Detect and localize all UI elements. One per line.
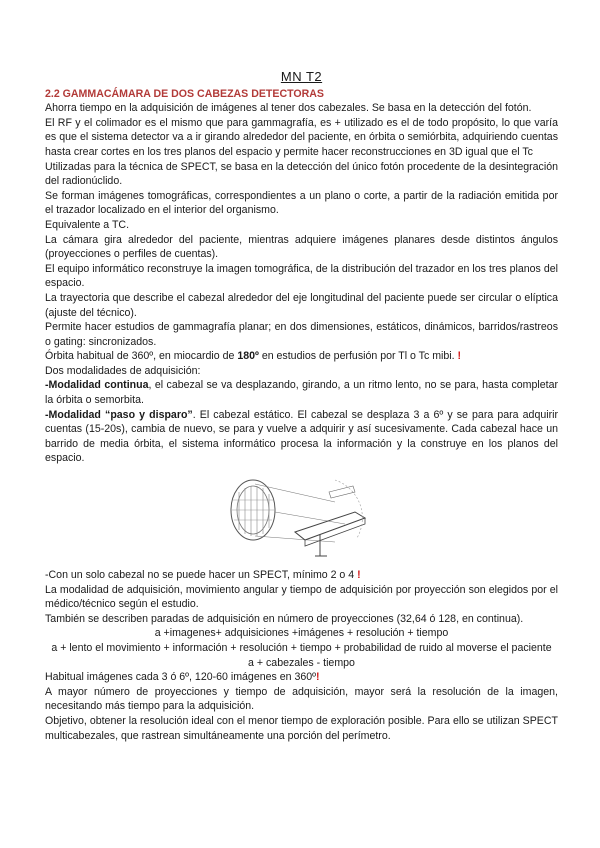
exclamation-mark-2: ! — [357, 569, 361, 582]
paragraph-9: Permite hacer estudios de gammagrafía planar; en dos dimensiones, estáticos, dinámicos, barridos/rastreos o gating: sincronizados. — [45, 321, 558, 348]
paragraph-6: La cámara gira alrededor del paciente, mientras adquiere imágenes planares desde distintos ángulos (proyecciones o perfiles de cuentas). — [45, 233, 558, 261]
p10-text-a: Órbita habitual de 360º, en miocardio de — [45, 350, 238, 363]
paragraph-1: Ahorra tiempo en la adquisición de imágenes al tener dos cabezales. Se basa en la detección del fotón. — [45, 102, 532, 115]
p14-text: -Con un solo cabezal no se puede hacer un SPECT, mínimo 2 o 4 — [45, 569, 358, 582]
paragraph-2: El RF y el colimador es el mismo que para gammagrafía, es + utilizado es el de todo propósito, lo que varía es que el sistema detector va a ir girando alrededor del paciente, en órbita o semiórbita, adquiriendo cuentas hasta crear cortes en los tres planos del espacio y permite hacer reconstrucciones en 3D igual que el Tc — [45, 116, 558, 158]
paragraph-11: Dos modalidades de adquisición: — [45, 364, 201, 377]
centered-line-3: a + cabezales - tiempo — [248, 656, 355, 669]
document-page — [45, 70, 558, 743]
p13-rest: . El cabezal estático. El cabezal se desplaza 3 a 6º y se para para adquirir cuentas (15-20s), cambia de nuevo, se para y vuelve a adquirir y así sucesivamente. Cada cabezal hace un barrido de media órbita, el sistema informático procesa la información y la construye en los planos del espacio. — [45, 408, 558, 465]
spect-gamma-camera-illustration — [225, 472, 375, 562]
paragraph-17 — [45, 670, 558, 685]
paragraph-16: También se describen paradas de adquisición en número de proyecciones (32,64 ó 128, en continua). — [45, 612, 524, 625]
p17-text: Habitual imágenes cada 3 ó 6º, 120-60 imágenes en 360º — [45, 671, 316, 684]
centered-line-1: a +imagenes+ adquisiciones +imágenes + resolución + tiempo — [154, 627, 449, 640]
p12-rest: , el cabezal se va desplazando, girando, a un ritmo lento, no se para, hasta completar la órbita o semorbita. — [45, 379, 558, 407]
p10-bold: 180º — [237, 350, 259, 363]
paragraph-7: El equipo informático reconstruye la imagen tomográfica, de la distribución del trazador en los tres planos del espacio. — [45, 262, 558, 290]
page-title: MN T2 — [280, 69, 323, 84]
p13-lead: -Modalidad “paso y disparo” — [45, 408, 193, 421]
paragraph-8: La trayectoria que describe el cabezal alrededor del eje longitudinal del paciente puede ser circular o elíptica (ajuste del técnico). — [45, 291, 558, 319]
section-heading: 2.2 GAMMACÁMARA DE DOS CABEZAS DETECTORAS — [45, 87, 324, 100]
paragraph-18: A mayor número de proyecciones y tiempo de adquisición, mayor será la resolución de la imagen, necesitando más tiempo para la adquisición. — [45, 685, 558, 713]
exclamation-mark-3: ! — [316, 671, 320, 684]
exclamation-mark-1: ! — [457, 350, 462, 363]
paragraph-3: Utilizadas para la técnica de SPECT, se basa en la detección del único fotón procedente de la desintegración del radionúclido. — [45, 160, 558, 188]
paragraph-19: Objetivo, obtener la resolución ideal con el menor tiempo de exploración posible. Para ello se utilizan SPECT multicabezales, que rastrean simultáneamente una porción del perímetro. — [45, 714, 558, 742]
paragraph-10 — [45, 349, 558, 364]
p12-lead: -Modalidad continua — [45, 379, 149, 392]
spect-diagram-figure — [45, 472, 558, 564]
paragraph-14 — [45, 568, 558, 583]
centered-line-2: a + lento el movimiento + información + resolución + tiempo + probabilidad de ruido al moverse el paciente — [51, 642, 552, 654]
paragraph-13 — [45, 408, 558, 466]
paragraph-5: Equivalente a TC. — [45, 218, 130, 231]
p10-text-b: en estudios de perfusión por Tl o Tc mibi. — [258, 350, 458, 363]
paragraph-4: Se forman imágenes tomográficas, correspondientes a un plano o corte, a partir de la radiación emitida por el trazador localizado en el interior del organismo. — [45, 189, 558, 217]
paragraph-15: La modalidad de adquisición, movimiento angular y tiempo de adquisición por proyección son elegidos por el médico/técnico según el estudio. — [45, 583, 558, 611]
paragraph-12 — [45, 378, 558, 407]
